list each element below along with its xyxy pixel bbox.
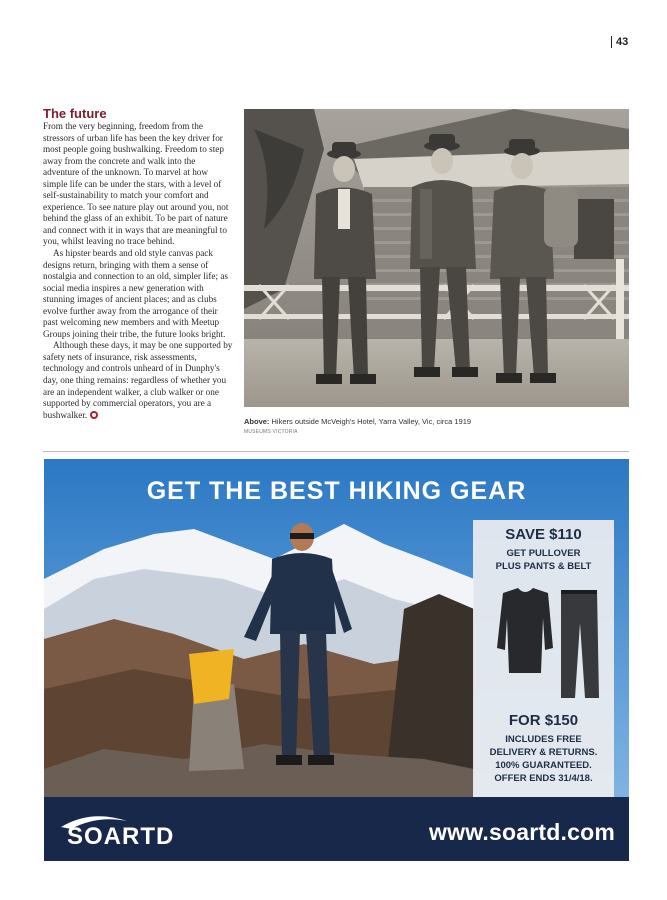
promo-detail-1: INCLUDES FREE xyxy=(505,734,582,745)
promo-subtitle-1: GET PULLOVER xyxy=(506,548,581,559)
soartd-logo[interactable] xyxy=(57,811,217,847)
article-body xyxy=(43,121,233,421)
promo-box[interactable] xyxy=(473,520,614,799)
ad-headline: GET THE BEST HIKING GEAR xyxy=(146,477,527,505)
end-mark-icon xyxy=(90,411,98,419)
divider xyxy=(43,451,629,452)
promo-price: FOR $150 xyxy=(508,712,579,729)
hikers-photo-illustration xyxy=(244,109,629,407)
pullover-icon xyxy=(497,588,553,673)
website-link[interactable]: www.soartd.com xyxy=(429,819,615,845)
article-paragraph: From the very beginning, freedom from the stressors of urban life has been the key driver for most people going bushwalking. Freedom to step away from the concrete and walk into the adventure of the unknown. To marvel at how simple life can be under the stars, with a level of self-sustainability to match your comfort and experience. To see nature play out around you, not behind the glass of an exhibit. To be part of nature and connect with it in ways that are meaningful to you, whilst leaving no trace behind. xyxy=(43,121,229,247)
photo-credit: MUSEUMS VICTORIA xyxy=(244,429,298,435)
promo-detail-4: OFFER ENDS 31/4/18. xyxy=(494,773,593,784)
clothing-product-images xyxy=(473,578,614,706)
historic-photo xyxy=(244,109,629,407)
article-paragraph: Although these days, it may be one supported by safety nets of insurance, risk assessments, technology and controls unheard of in Dunphy's day, one thing remains: regardless of whether you are an independent walker, a club walker or one supported by commercial operators, you are a bushwalker. xyxy=(43,340,233,420)
photo-caption: Above: Hikers outside McVeigh's Hotel, Yarra Valley, Vic, circa 1919 xyxy=(244,417,472,426)
page-number: 43 xyxy=(611,36,628,48)
article-paragraph: As hipster beards and old style canvas pack designs return, bringing with them a sense of nostalgia and connection to an old, simpler life; as social media inspires a new generation with stunning images of ancient places; and as clubs evolve further away from the arrogance of their past welcoming new members and with Meetup Groups joining their tribe, the future looks bright. xyxy=(43,248,228,339)
section-title: The future xyxy=(43,106,107,121)
promo-subtitle-2: PLUS PANTS & BELT xyxy=(495,561,592,572)
pants-icon xyxy=(561,590,599,698)
promo-detail-2: DELIVERY & RETURNS. xyxy=(489,747,598,758)
svg-text:SOARTD: SOARTD xyxy=(67,823,175,847)
advertisement[interactable] xyxy=(44,459,629,861)
promo-save: SAVE $110 xyxy=(505,526,582,543)
promo-detail-3: 100% GUARANTEED. xyxy=(495,760,592,771)
ad-footer xyxy=(44,797,629,861)
